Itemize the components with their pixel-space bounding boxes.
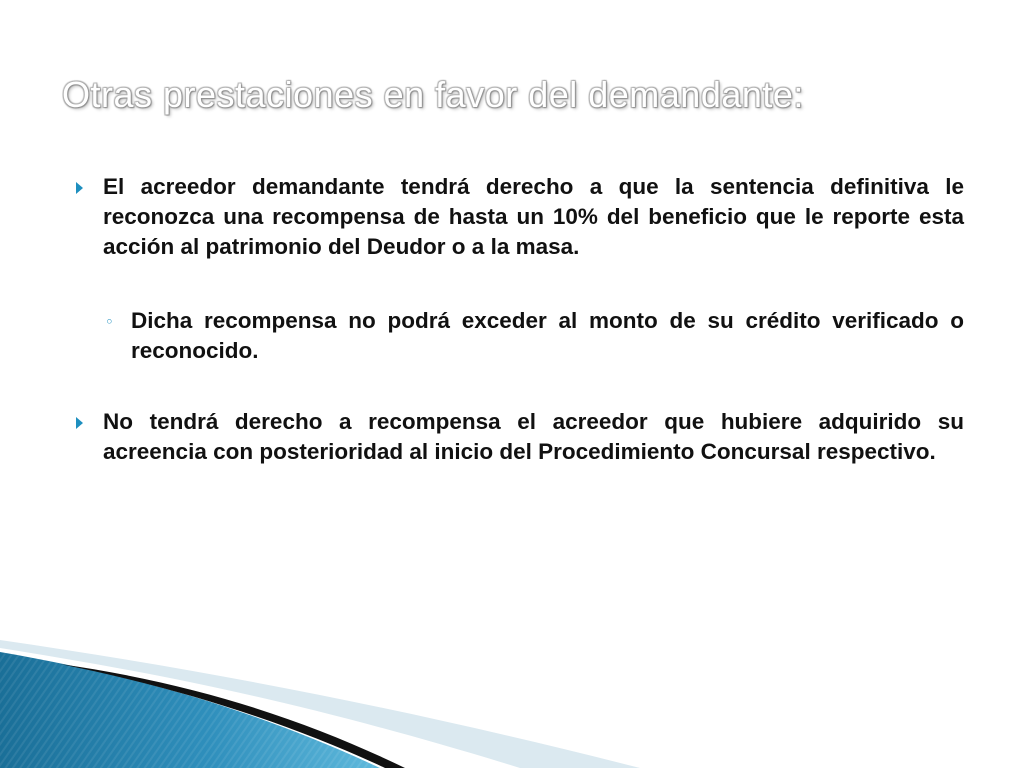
sub-bullet-text: Dicha recompensa no podrá exceder al monto de su crédito verificado o reconocido. [131, 308, 964, 363]
bullet-text: No tendrá derecho a recompensa el acreedor que hubiere adquirido su acreencia con posterioridad al inicio del Procedimiento Concursal respectivo. [103, 409, 964, 464]
slide-title: Otras prestaciones en favor del demandante: [62, 74, 804, 115]
circle-bullet-icon: ◦ [105, 313, 114, 331]
bullet-text: El acreedor demandante tendrá derecho a que la sentencia definitiva le reconozca una recompensa de hasta un 10% del beneficio que le reporte esta acción al patrimonio del Deudor o a la masa. [103, 174, 964, 259]
